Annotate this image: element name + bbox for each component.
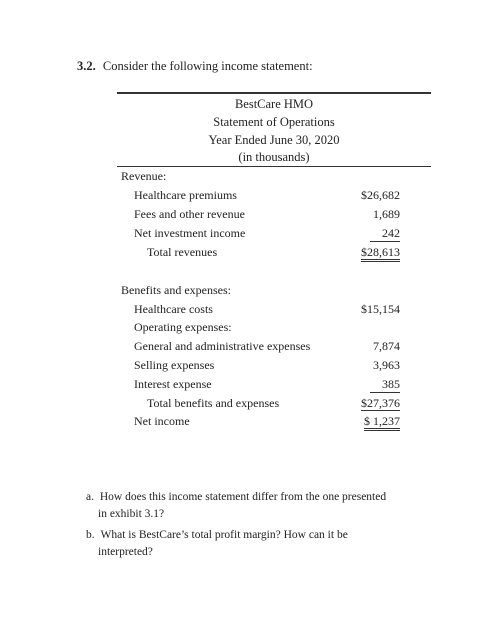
expense-row-label: General and administrative expenses [134,339,311,353]
question-letter: b. [86,529,95,541]
revenue-row-value: 242 [320,226,400,242]
question-a-continued: in exhibit 3.1? [98,508,165,520]
statement-period: Year Ended June 30, 2020 [208,133,340,147]
expense-row-value: 7,874 [373,339,400,353]
statement-title: Statement of Operations [213,115,335,129]
revenue-row-value: 1,689 [373,207,400,221]
revenue-row-label: Net investment income [134,226,246,240]
total-revenues-label: Total revenues [147,245,218,259]
problem-heading [77,59,313,74]
question-letter: a. [86,491,94,503]
revenue-row-label: Fees and other revenue [134,207,245,221]
statement-entity: BestCare HMO [234,97,314,111]
total-revenues-value: $28,613 [320,245,400,260]
total-expenses-label: Total benefits and expenses [147,396,280,410]
question-text: What is BestCare’s total profit margin? How can it be [100,529,348,541]
healthcare-costs-value: $15,154 [361,302,400,316]
problem-prompt: Consider the following income statement: [102,59,313,73]
operating-expenses-label: Operating expenses: [134,320,232,334]
total-expenses-value: $27,376 [361,396,400,410]
net-income-value: $ 1,237 [320,414,400,429]
net-income-label: Net income [134,414,190,428]
revenue-row-label: Healthcare premiums [134,188,237,202]
statement-top-rule [117,92,431,94]
statement-header-rule [117,166,431,167]
statement-units: (in thousands) [238,150,310,164]
expense-row-label: Interest expense [134,377,212,391]
revenue-section-label: Revenue: [121,169,167,183]
problem-number: 3.2. [77,59,96,73]
question-a [86,489,386,506]
expense-row-value: 385 [320,377,400,393]
question-text: How does this income statement differ from the one presented [99,491,387,503]
expense-row-value: 3,963 [373,358,400,372]
revenue-row-value: $26,682 [361,188,400,202]
healthcare-costs-label: Healthcare costs [134,302,213,316]
expenses-section-label: Benefits and expenses: [121,283,231,297]
question-b-continued: interpreted? [98,546,153,558]
expense-row-label: Selling expenses [134,358,215,372]
question-b [86,527,348,544]
